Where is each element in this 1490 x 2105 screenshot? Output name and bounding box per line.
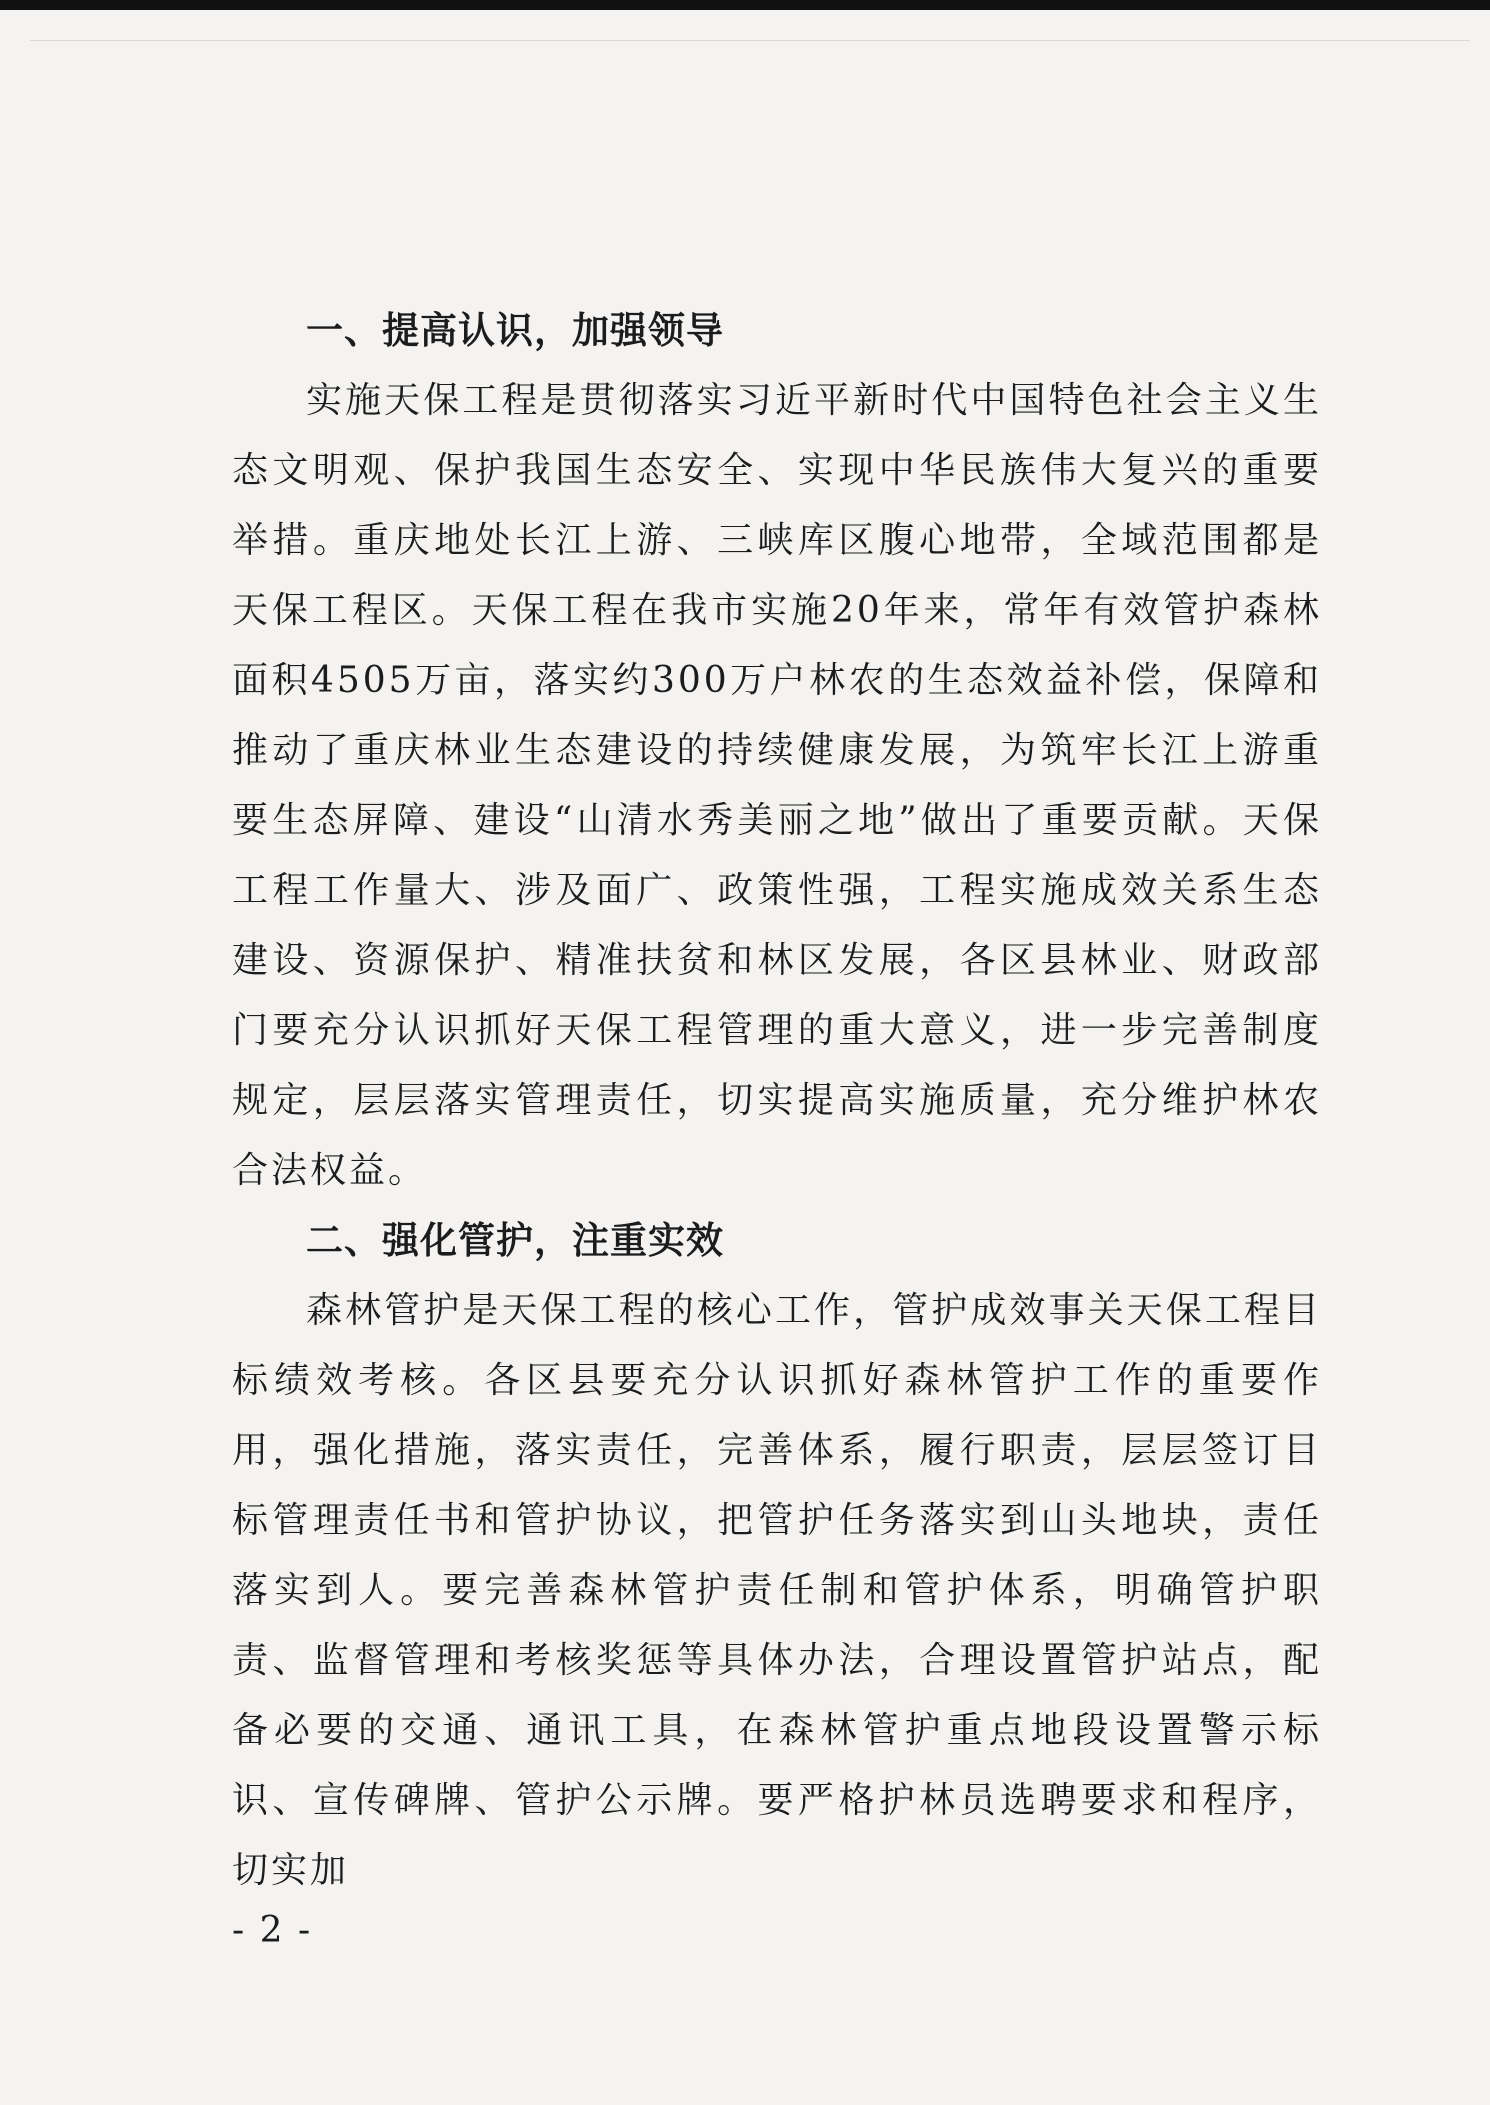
document-body	[232, 296, 1322, 1906]
scan-top-edge	[0, 0, 1490, 10]
section-1-heading: 一、提高认识，加强领导	[306, 309, 724, 352]
page-number: - 2 -	[232, 1910, 313, 1951]
section-2-paragraph: 森林管护是天保工程的核心工作，管护成效事关天保工程目标绩效考核。各区县要充分认识抓好森林管护工作的重要作用，强化措施，落实责任，完善体系，履行职责，层层签订目标管理责任书和管护协议，把管护任务落实到山头地块，责任落实到人。要完善森林管护责任制和管护体系，明确管护职责、监督管理和考核奖惩等具体办法，合理设置管护站点，配备必要的交通、通讯工具，在森林管护重点地段设置警示标识、宣传碑牌、管护公示牌。要严格护林员选聘要求和程序，切实加	[232, 1290, 1322, 1891]
section-1-paragraph: 实施天保工程是贯彻落实习近平新时代中国特色社会主义生态文明观、保护我国生态安全、实现中华民族伟大复兴的重要举措。重庆地处长江上游、三峡库区腹心地带，全域范围都是天保工程区。天保工程在我市实施20年来，常年有效管护森林面积4505万亩，落实约300万户林农的生态效益补偿，保障和推动了重庆林业生态建设的持续健康发展，为筑牢长江上游重要生态屏障、建设“山清水秀美丽之地”做出了重要贡献。天保工程工作量大、涉及面广、政策性强，工程实施成效关系生态建设、资源保护、精准扶贫和林区发展，各区县林业、财政部门要充分认识抓好天保工程管理的重大意义，进一步完善制度规定，层层落实管理责任，切实提高实施质量，充分维护林农合法权益。	[232, 380, 1322, 1191]
section-2-heading: 二、强化管护，注重实效	[306, 1219, 724, 1262]
page-top-rule	[30, 40, 1470, 41]
